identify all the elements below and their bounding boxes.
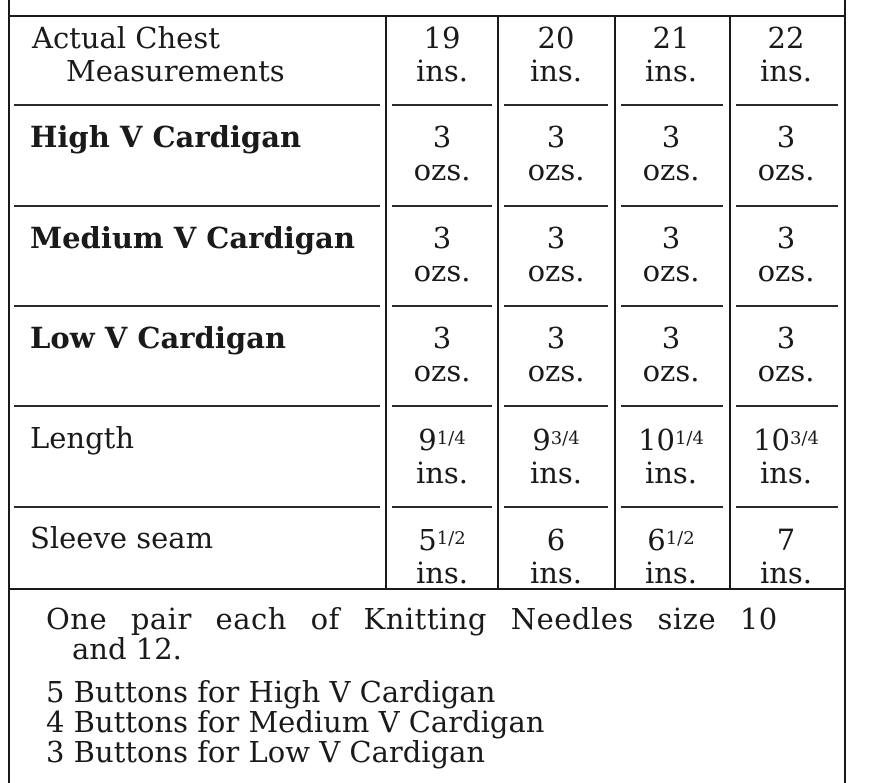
table-cell — [387, 121, 497, 187]
cell-unit: ozs. — [757, 254, 815, 288]
cell-unit: ozs. — [642, 354, 700, 388]
header-size-21 — [616, 22, 726, 88]
cell-value: 3 — [432, 321, 452, 355]
cell-whole: 7 — [776, 523, 796, 557]
buttons-note-low-v: 3 Buttons for Low V Cardigan — [46, 735, 486, 769]
column-divider-3 — [614, 17, 616, 588]
cell-value: 3 — [776, 221, 796, 255]
cell-unit: ins. — [644, 556, 698, 590]
cell-unit: ozs. — [413, 254, 471, 288]
row-label-sleeve-seam: Sleeve seam — [30, 521, 214, 555]
needles-note-line1: One pair each of Knitting Needles size 10 — [46, 602, 778, 636]
header-size-22 — [731, 22, 841, 88]
table-cell — [387, 222, 497, 288]
column-divider-4 — [729, 17, 731, 588]
table-cell — [501, 322, 611, 388]
size-unit: ins. — [529, 54, 583, 88]
materials-notes — [46, 604, 826, 767]
cell-value: 3 — [546, 321, 566, 355]
buttons-note-high-v: 5 Buttons for High V Cardigan — [46, 675, 496, 709]
cell-value — [501, 522, 611, 557]
header-size-19 — [387, 22, 497, 88]
cell-fraction: 1/2 — [665, 528, 695, 549]
table-cell — [616, 522, 726, 590]
cell-unit: ins. — [759, 456, 813, 490]
cell-value: 3 — [661, 321, 681, 355]
cell-unit: ozs. — [757, 153, 815, 187]
cell-fraction: 1/4 — [436, 428, 466, 449]
table-cell — [501, 422, 611, 490]
size-unit: ins. — [759, 54, 813, 88]
header-label-line1: Actual Chest — [32, 21, 220, 55]
cell-fraction: 1/2 — [436, 528, 466, 549]
cell-whole: 6 — [546, 523, 566, 557]
cell-value: 3 — [776, 321, 796, 355]
table-cell — [387, 322, 497, 388]
cell-value: 3 — [432, 120, 452, 154]
cell-unit: ozs. — [527, 254, 585, 288]
cell-fraction: 3/4 — [789, 428, 819, 449]
cell-unit: ozs. — [527, 354, 585, 388]
cell-unit: ozs. — [642, 153, 700, 187]
row-label-low-v-cardigan: Low V Cardigan — [30, 321, 286, 355]
cell-unit: ozs. — [757, 354, 815, 388]
table-cell — [731, 422, 841, 490]
row-label-medium-v-cardigan: Medium V Cardigan — [30, 221, 355, 255]
cell-value: 3 — [661, 120, 681, 154]
table-cell — [731, 322, 841, 388]
header-label-line2: Measurements — [66, 54, 285, 88]
table-cell — [616, 222, 726, 288]
cell-value: 3 — [546, 120, 566, 154]
cell-unit: ins. — [759, 556, 813, 590]
cell-value — [616, 522, 726, 557]
cell-value: 3 — [432, 221, 452, 255]
size-unit: ins. — [415, 54, 469, 88]
table-cell — [616, 422, 726, 490]
table-cell — [731, 222, 841, 288]
cell-unit: ozs. — [413, 153, 471, 187]
cell-unit: ins. — [415, 456, 469, 490]
cell-whole: 6 — [647, 523, 666, 557]
column-divider-1 — [385, 17, 387, 588]
cell-unit: ozs. — [527, 153, 585, 187]
cell-unit: ins. — [529, 456, 583, 490]
size-value: 21 — [652, 21, 690, 55]
table-cell — [501, 222, 611, 288]
cell-whole: 10 — [753, 423, 790, 457]
column-divider-2 — [497, 17, 499, 588]
cell-unit: ins. — [415, 556, 469, 590]
table-cell — [501, 522, 611, 590]
cell-unit: ins. — [644, 456, 698, 490]
header-label — [32, 22, 285, 88]
cell-value — [731, 422, 841, 457]
cell-value: 3 — [776, 120, 796, 154]
table-top-border — [8, 15, 846, 17]
table-cell — [387, 522, 497, 590]
cell-whole: 5 — [418, 523, 437, 557]
header-size-20 — [501, 22, 611, 88]
needles-note-line2: and 12. — [72, 632, 182, 666]
table-cell — [387, 422, 497, 490]
cell-value — [387, 422, 497, 457]
row-label-high-v-cardigan: High V Cardigan — [30, 120, 302, 154]
cell-unit: ins. — [529, 556, 583, 590]
buttons-note-medium-v: 4 Buttons for Medium V Cardigan — [46, 705, 545, 739]
table-cell — [501, 121, 611, 187]
cell-fraction: 1/4 — [674, 428, 704, 449]
cell-whole: 10 — [638, 423, 675, 457]
cell-unit: ozs. — [413, 354, 471, 388]
size-value: 19 — [423, 21, 461, 55]
row-label-length: Length — [30, 421, 134, 455]
table-cell — [731, 121, 841, 187]
size-unit: ins. — [644, 54, 698, 88]
cell-value: 3 — [661, 221, 681, 255]
table-cell — [731, 522, 841, 590]
size-value: 20 — [537, 21, 575, 55]
cell-whole: 9 — [418, 423, 437, 457]
table-cell — [616, 121, 726, 187]
cell-whole: 9 — [532, 423, 551, 457]
cell-value — [387, 522, 497, 557]
cell-fraction: 3/4 — [550, 428, 580, 449]
cell-value: 3 — [546, 221, 566, 255]
cell-unit: ozs. — [642, 254, 700, 288]
cell-value — [616, 422, 726, 457]
cell-value — [731, 522, 841, 557]
table-cell — [616, 322, 726, 388]
cell-value — [501, 422, 611, 457]
size-value: 22 — [767, 21, 805, 55]
